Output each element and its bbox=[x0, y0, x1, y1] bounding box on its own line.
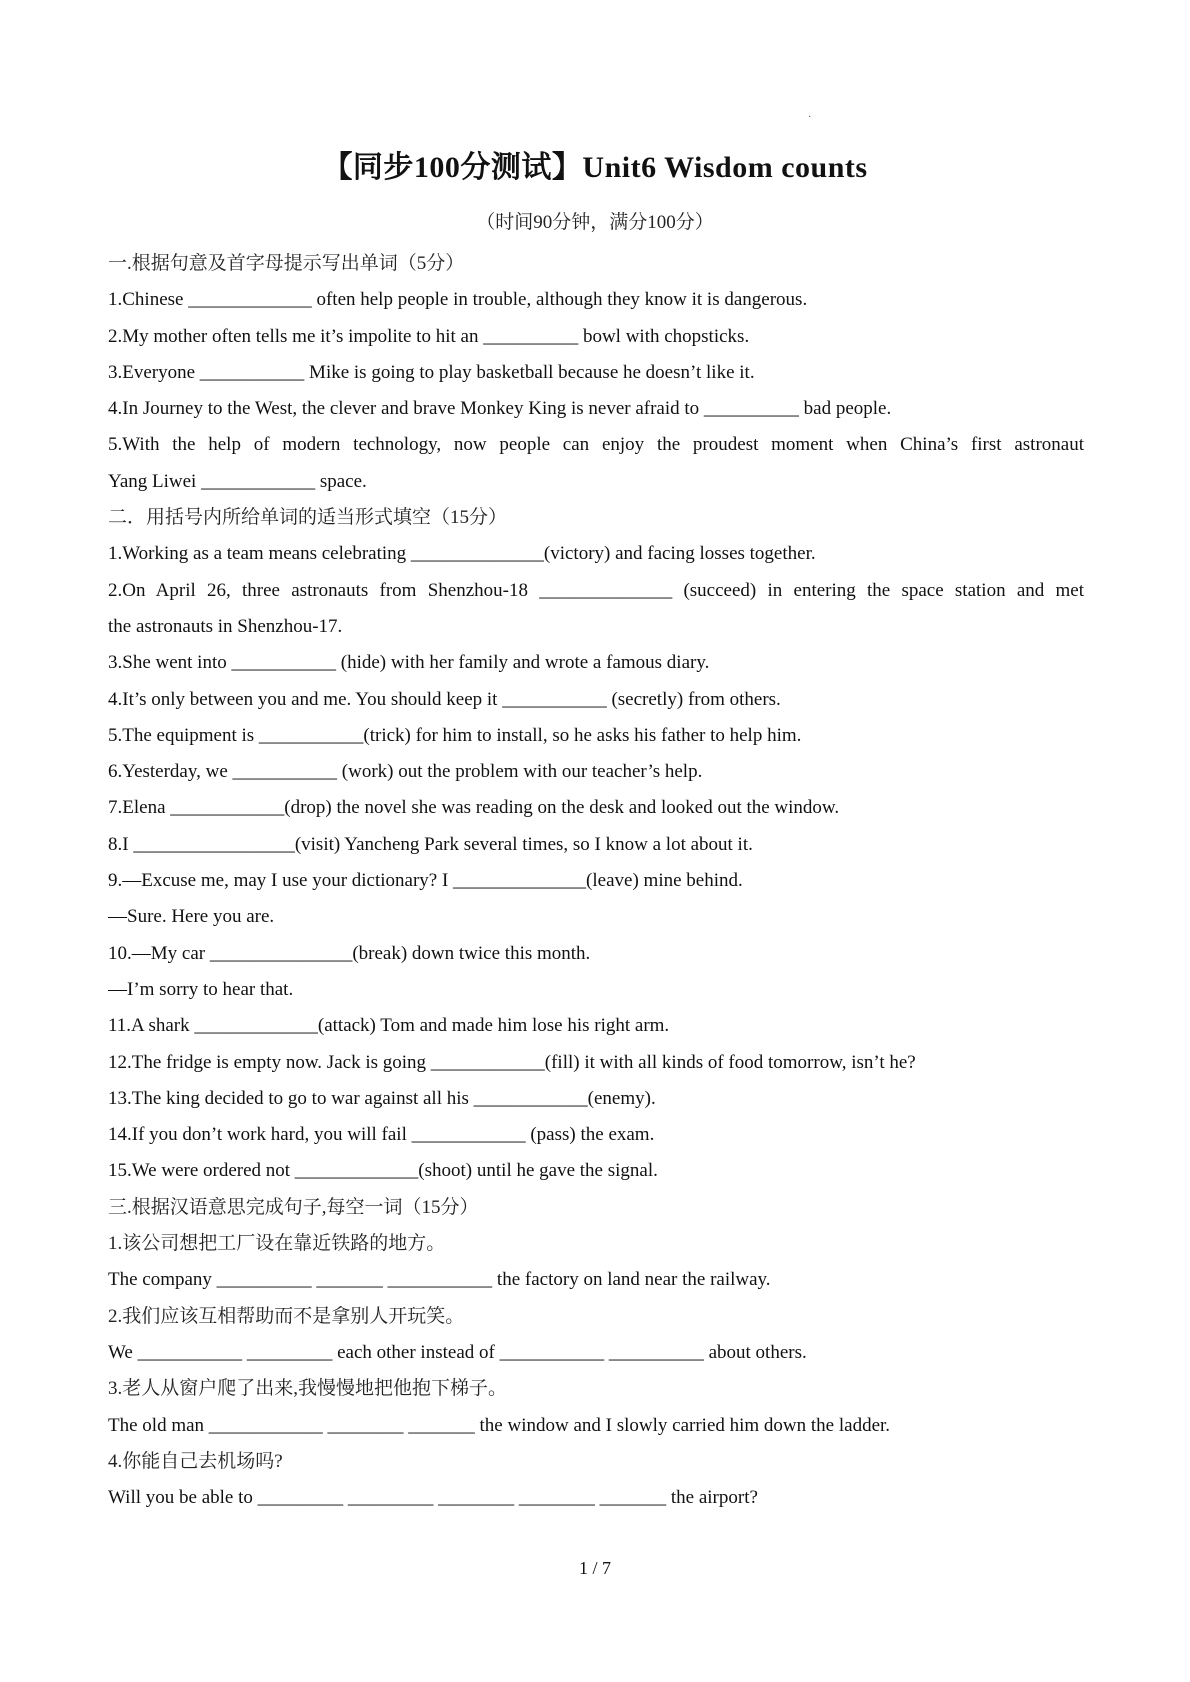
question-line: 14.If you don’t work hard, you will fail ____________ (pass) the exam. bbox=[108, 1124, 655, 1146]
question-line: —I’m sorry to hear that. bbox=[108, 978, 294, 1000]
question-line: 13.The king decided to go to war against all his ____________(enemy). bbox=[108, 1087, 656, 1109]
question-line-chinese: 3.老人从窗户爬了出来,我慢慢地把他抱下梯子。 bbox=[108, 1378, 508, 1400]
question-line: 7.Elena ____________(drop) the novel she was reading on the desk and looked out the window. bbox=[108, 797, 840, 819]
question-line: 4.It’s only between you and me. You should keep it ___________ (secretly) from others. bbox=[108, 688, 781, 710]
section-heading-3: 三.根据汉语意思完成句子,每空一词（15分） bbox=[108, 1196, 479, 1218]
question-line-chinese: 1.该公司想把工厂设在靠近铁路的地方。 bbox=[108, 1233, 446, 1255]
question-line: 15.We were ordered not _____________(shoot) until he gave the signal. bbox=[108, 1160, 658, 1182]
question-line: 8.I _________________(visit) Yancheng Park several times, so I know a lot about it. bbox=[108, 833, 753, 855]
question-line: 3.Everyone ___________ Mike is going to play basketball because he doesn’t like it. bbox=[108, 361, 755, 383]
question-line: —Sure. Here you are. bbox=[108, 906, 275, 928]
question-line-chinese: 4.你能自己去机场吗? bbox=[108, 1450, 283, 1472]
page-number: 1 / 7 bbox=[578, 1558, 611, 1578]
question-line-chinese: 2.我们应该互相帮助而不是拿别人开玩笑。 bbox=[108, 1305, 465, 1327]
question-line: 11.A shark _____________(attack) Tom and made him lose his right arm. bbox=[108, 1015, 670, 1037]
page-dot: · bbox=[808, 112, 812, 123]
question-line: 6.Yesterday, we ___________ (work) out the problem with our teacher’s help. bbox=[108, 761, 703, 783]
section-heading-1: 一.根据句意及首字母提示写出单词（5分） bbox=[108, 253, 465, 274]
question-line: the astronauts in Shenzhou-17. bbox=[108, 615, 343, 637]
question-line: 4.In Journey to the West, the clever and brave Monkey King is never afraid to __________ bad people. bbox=[108, 398, 892, 420]
question-line: Will you be able to _________ _________ ________ ________ _______ the airport? bbox=[108, 1487, 758, 1509]
question-line: 3.She went into ___________ (hide) with her family and wrote a famous diary. bbox=[108, 652, 710, 674]
question-line: The company __________ _______ ___________ the factory on land near the railway. bbox=[108, 1269, 771, 1291]
question-line: 1.Chinese _____________ often help people in trouble, although they know it is dangerous. bbox=[108, 289, 808, 311]
question-line: 1.Working as a team means celebrating ______________(victory) and facing losses together. bbox=[108, 543, 816, 565]
question-line: 10.—My car _______________(break) down twice this month. bbox=[108, 942, 591, 964]
page-subtitle: （时间90分钟，满分100分） bbox=[476, 212, 714, 233]
question-line: 2.On April 26, three astronauts from Shenzhou-18 ______________ (succeed) in entering the space station and met bbox=[108, 579, 1084, 601]
question-line: 2.My mother often tells me it’s impolite to hit an __________ bowl with chopsticks. bbox=[108, 325, 750, 347]
question-line: 9.—Excuse me, may I use your dictionary? I ______________(leave) mine behind. bbox=[108, 870, 743, 892]
question-line: 12.The fridge is empty now. Jack is going ____________(fill) it with all kinds of food tomorrow, isn’t he? bbox=[108, 1051, 916, 1073]
question-line: We ___________ _________ each other instead of ___________ __________ about others. bbox=[108, 1341, 807, 1363]
page-title: 【同步100分测试】Unit6 Wisdom counts bbox=[322, 151, 868, 184]
question-line: 5.The equipment is ___________(trick) for him to install, so he asks his father to help him. bbox=[108, 724, 802, 746]
question-line: 5.With the help of modern technology, now people can enjoy the proudest moment when China’s first astronaut bbox=[108, 434, 1084, 456]
worksheet-content bbox=[108, 246, 1084, 1516]
question-line: The old man ____________ ________ _______ the window and I slowly carried him down the ladder. bbox=[108, 1414, 891, 1436]
question-line: Yang Liwei ____________ space. bbox=[108, 470, 367, 492]
section-heading-2: 二．用括号内所给单词的适当形式填空（15分） bbox=[108, 507, 508, 529]
